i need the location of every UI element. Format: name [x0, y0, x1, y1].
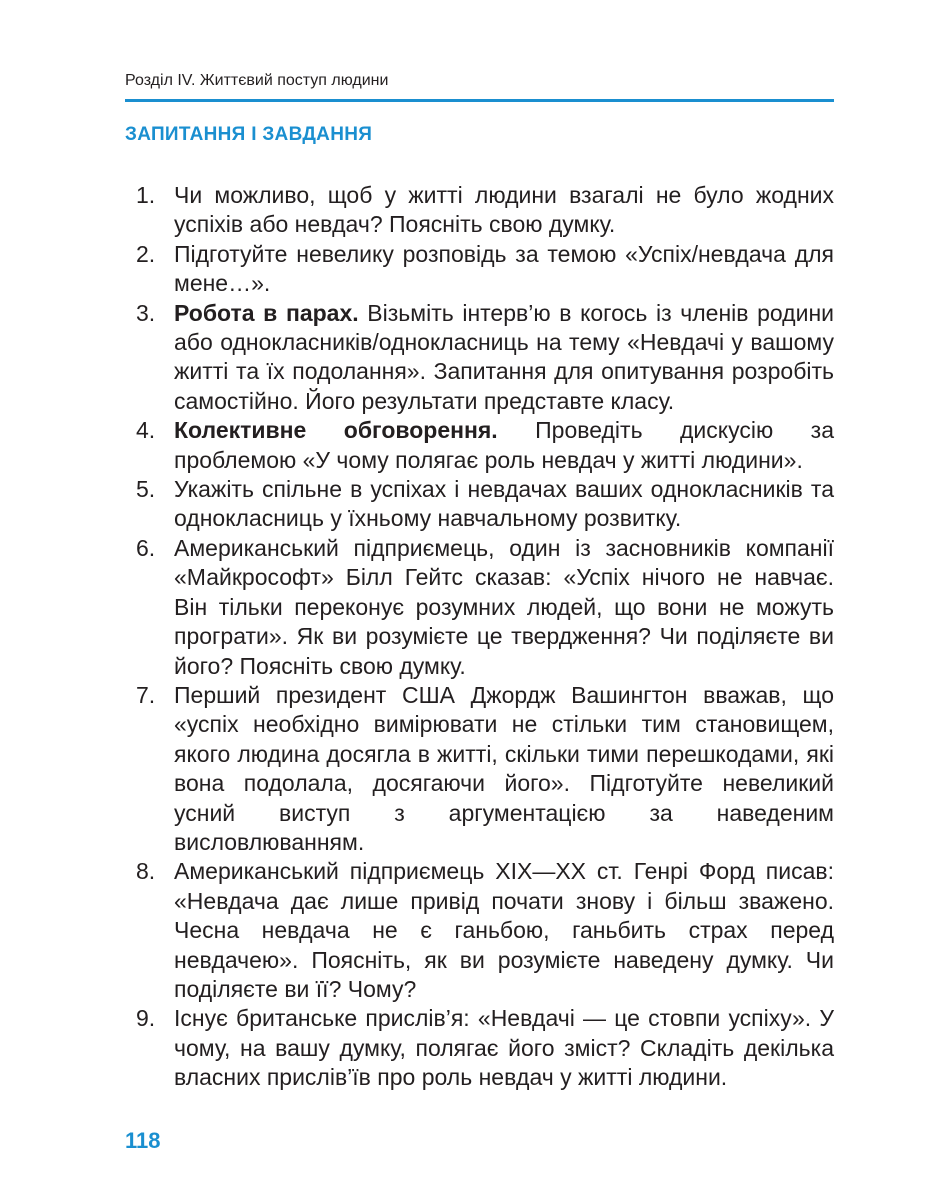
- task-number: 1.: [136, 182, 156, 208]
- task-item-4: [130, 416, 834, 475]
- task-text: Перший президент США Джордж Вашингтон вважав, що «успіх необхідно вимірювати не стільки тим становищем, якого людина досягла в житті, скільки тими перешкодами, які вона подолала, досягаючи його». Підготуйте невеликий усний виступ з аргументацією за наведеним висловлюванням.: [174, 681, 834, 855]
- task-item-3: [130, 299, 834, 417]
- task-number: 5.: [136, 476, 156, 503]
- task-text: Проведіть дискусію за проблемою «У чому полягає роль невдач у житті людини».: [174, 417, 834, 473]
- task-text: Чи можливо, щоб у житті людини взагалі не було жодних успіхів або невдач? Поясніть свою думку.: [174, 182, 834, 238]
- task-item-9: [130, 1004, 834, 1092]
- task-number: 3.: [136, 299, 156, 326]
- task-text: Американський підприємець XIX—XX ст. Генрі Форд писав: «Невдача дає лише привід почати знову і більш зважено. Чесна невдача не є ганьбою, ганьбить страх перед невдачею». Поясніть, як ви розумієте наведену думку. Чи поділяєте ви її? Чому?: [174, 858, 834, 1002]
- section-title: ЗАПИТАННЯ І ЗАВДАННЯ: [125, 124, 373, 145]
- task-item-2: [130, 240, 834, 299]
- task-number: 7.: [136, 681, 156, 708]
- task-item-5: [130, 475, 834, 534]
- task-number: 9.: [136, 1005, 156, 1032]
- task-text: Візьміть інтерв’ю в когось із членів родини або однокласників/однокласниць на тему «Невдачі у вашому житті та їх подолання». Запитання для опитування розробіть самостійно. Його результати представте класу.: [174, 299, 834, 414]
- task-item-7: [130, 681, 834, 857]
- task-number: 2.: [136, 240, 156, 267]
- task-item-1: [130, 181, 834, 240]
- task-text: Укажіть спільне в успіхах і невдачах ваших однокласників та однокласниць у їхньому навчальному розвитку.: [174, 476, 834, 532]
- task-lead: Робота в парах.: [174, 299, 359, 326]
- task-item-8: [130, 857, 834, 1004]
- header-rule: [125, 99, 834, 102]
- task-text: Підготуйте невелику розповідь за темою «Успіх/невдача для мене…».: [174, 240, 834, 297]
- page-number: 118: [125, 1128, 161, 1153]
- task-lead: Колективне обговорення.: [174, 417, 498, 444]
- task-item-6: [130, 534, 834, 681]
- task-list: [130, 181, 834, 1093]
- task-number: 4.: [136, 417, 156, 444]
- task-number: 6.: [136, 534, 156, 561]
- task-text: Американський підприємець, один із засновників компанії «Майкрософт» Білл Гейтс сказав: «Успіх нічого не навчає. Він тільки переконує розумних людей, що вони не можуть програти». Як ви розумієте це твердження? Чи поділяєте ви його? Поясніть свою думку.: [174, 534, 834, 679]
- running-header: Розділ IV. Життєвий поступ людини: [125, 72, 389, 89]
- task-text: Існує британське прислів’я: «Невдачі — це стовпи успіху». У чому, на вашу думку, полягає його зміст? Складіть декілька власних прислів’їв про роль невдач у житті людини.: [174, 1005, 834, 1091]
- task-number: 8.: [136, 858, 156, 885]
